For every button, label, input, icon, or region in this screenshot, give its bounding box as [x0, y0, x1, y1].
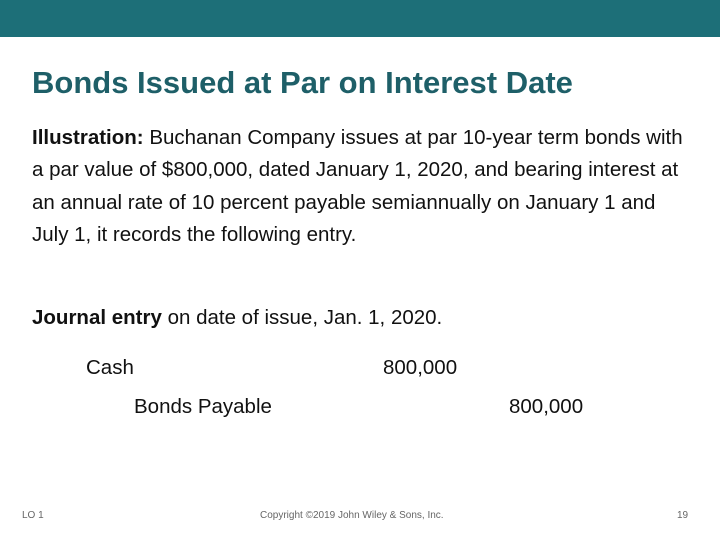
debit-amount: 800,000 [383, 356, 458, 379]
learning-objective-label: LO 1 [22, 510, 44, 521]
copyright-notice: Copyright ©2019 John Wiley & Sons, Inc. [260, 510, 444, 521]
illustration-paragraph [32, 122, 692, 252]
slide-title: Bonds Issued at Par on Interest Date [32, 65, 573, 100]
journal-intro [32, 306, 442, 330]
credit-amount: 800,000 [509, 395, 584, 418]
debit-account: Cash [86, 356, 134, 379]
journal-label: Journal entry [32, 306, 162, 329]
header-bar [0, 0, 720, 37]
page-number: 19 [677, 510, 689, 521]
credit-account: Bonds Payable [134, 395, 272, 418]
journal-text: on date of issue, Jan. 1, 2020. [167, 306, 443, 329]
illustration-label: Illustration: [32, 126, 144, 149]
illustration-text: Buchanan Company issues at par 10-year term bonds with a par value of $800,000, dated January 1, 2020, and bearing interest at an annual rate of 10 percent payable semiannually on January 1 and July 1, it records the following entry. [32, 126, 683, 247]
